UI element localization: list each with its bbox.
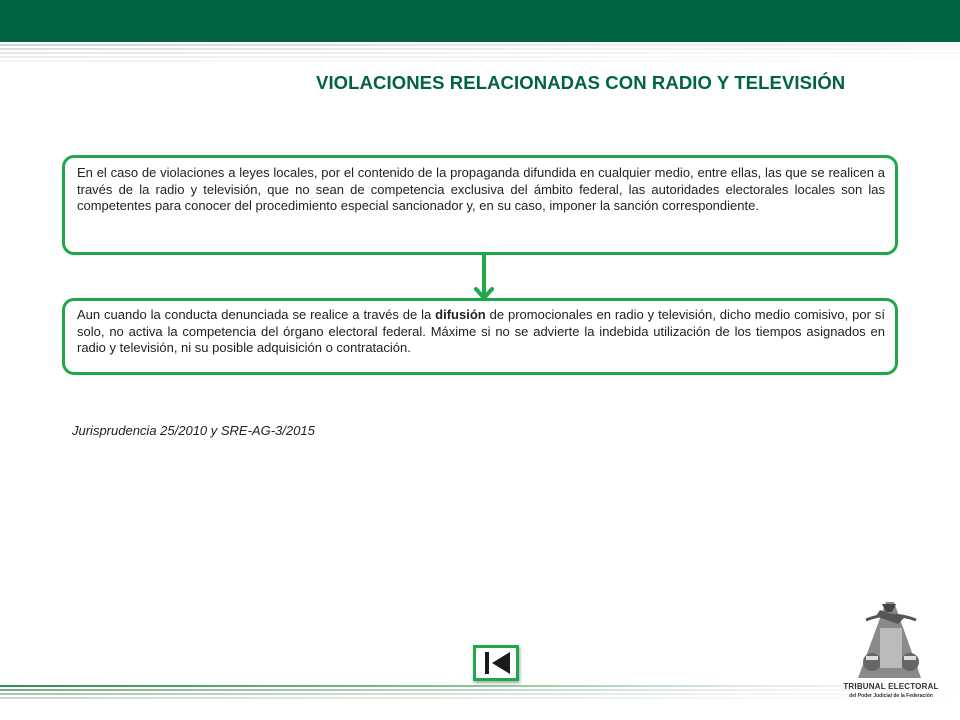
content-box-broadcast — [62, 298, 898, 375]
first-slide-button[interactable] — [473, 645, 519, 681]
box2-text-after: de promocionales en radio y televisión, dicho medio comisivo, por sí solo, no activa la competencia del órgano electoral federal. Máxime si no se advierte la indebida utilización de los tiempos asignados en radio y televisión, ni su posible adquisición o contratación. — [77, 307, 885, 355]
citation: Jurisprudencia 25/2010 y SRE-AG-3/2015 — [72, 423, 315, 438]
header-stripes — [0, 42, 960, 66]
skip-to-first-icon — [476, 648, 516, 678]
slide-title: VIOLACIONES RELACIONADAS CON RADIO Y TELEVISIÓN — [316, 72, 846, 93]
header-band — [0, 0, 960, 42]
box2-text-before: Aun cuando la conducta denunciada se realice a través de la — [77, 307, 436, 322]
box2-bold-term: difusión — [435, 307, 486, 322]
logo-line1: TRIBUNAL ELECTORAL — [843, 682, 939, 691]
tribunal-logo — [836, 598, 946, 710]
footer-stripes — [0, 683, 960, 703]
content-box-local-laws — [62, 155, 898, 255]
box1-text: En el caso de violaciones a leyes locales, por el contenido de la propaganda difundida en cualquier medio, entre ellas, las que se realicen a través de la radio y televisión, que no sean de competencia exclusiva del ámbito federal, las autoridades electorales locales son las competentes para conocer del procedimiento especial sancionador y, en su caso, imponer la sanción correspondiente. — [77, 165, 885, 213]
scales-of-justice-icon — [836, 598, 946, 682]
logo-line2: del Poder Judicial de la Federación — [849, 693, 933, 699]
down-arrow-icon — [473, 253, 495, 303]
